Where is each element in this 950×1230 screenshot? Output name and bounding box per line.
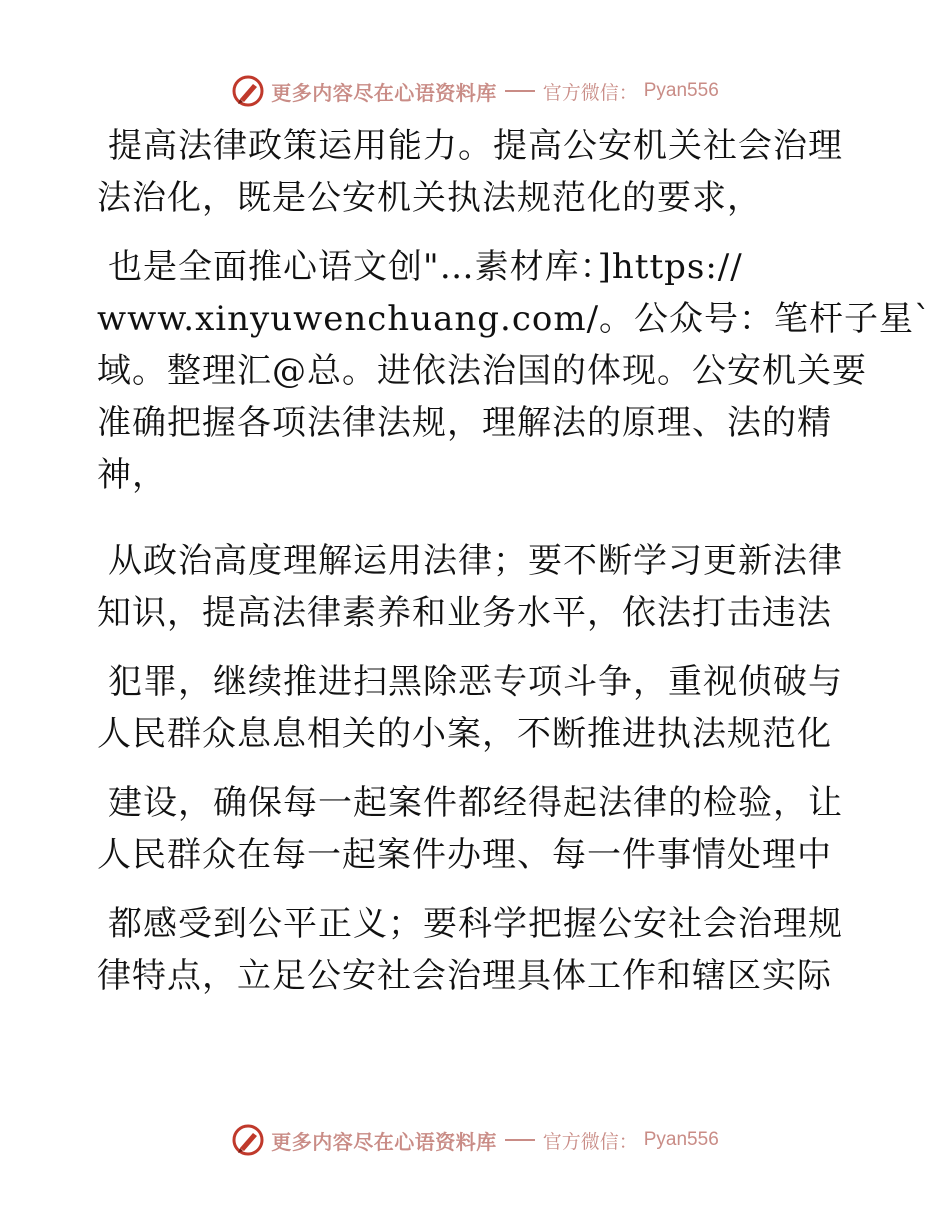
body-line: 人民群众在每一起案件办理、每一件事情处理中 xyxy=(97,835,832,875)
line-gap xyxy=(97,639,837,656)
header-wechat-id: Pyan556 xyxy=(643,80,719,101)
footer-dash xyxy=(505,1139,535,1141)
body-line: 从政治高度理解运用法律；要不断学习更新法律 xyxy=(108,541,843,581)
body-line: 犯罪，继续推进扫黑除恶专项斗争，重视侦破与 xyxy=(108,662,843,702)
document-body xyxy=(97,120,933,1002)
body-line: 律特点，立足公安社会治理具体工作和辖区实际 xyxy=(97,956,832,996)
body-line: 都感受到公平正义；要科学把握公安社会治理规 xyxy=(108,904,843,944)
line-gap xyxy=(97,760,837,777)
footer-site-text: 更多内容尽在心语资料库 xyxy=(271,1129,497,1154)
header-wechat-label: 官方微信： xyxy=(542,81,638,104)
line-gap xyxy=(97,224,837,241)
body-line: 域。整理汇@总。进依法治国的体现。公安机关要 xyxy=(97,351,867,391)
body-line: www.xinyuwenchuang.com/。公众号：笔杆子星` xyxy=(97,299,933,339)
footer-wechat-id: Pyan556 xyxy=(643,1129,719,1150)
header-site-text: 更多内容尽在心语资料库 xyxy=(271,80,497,105)
body-line: 也是全面推心语文创"…素材库：]https:// xyxy=(108,247,743,287)
line-gap xyxy=(97,881,837,898)
body-line: 知识，提高法律素养和业务水平，依法打击违法 xyxy=(97,593,832,633)
body-line: 准确把握各项法律法规，理解法的原理、法的精 xyxy=(97,403,832,443)
body-line: 建设，确保每一起案件都经得起法律的检验，让 xyxy=(108,783,843,823)
body-line: 人民群众息息相关的小案，不断推进执法规范化 xyxy=(97,714,832,754)
pen-logo-icon xyxy=(231,74,265,108)
header-banner xyxy=(0,71,950,111)
header-dash xyxy=(505,90,535,92)
body-line: 提高法律政策运用能力。提高公安机关社会治理 xyxy=(108,126,843,166)
footer-wechat-label: 官方微信： xyxy=(542,1130,638,1153)
pen-logo-icon xyxy=(231,1123,265,1157)
line-gap xyxy=(97,501,837,535)
footer-banner xyxy=(0,1120,950,1160)
body-line: 神， xyxy=(97,455,167,495)
body-line: 法治化，既是公安机关执法规范化的要求， xyxy=(97,178,762,218)
